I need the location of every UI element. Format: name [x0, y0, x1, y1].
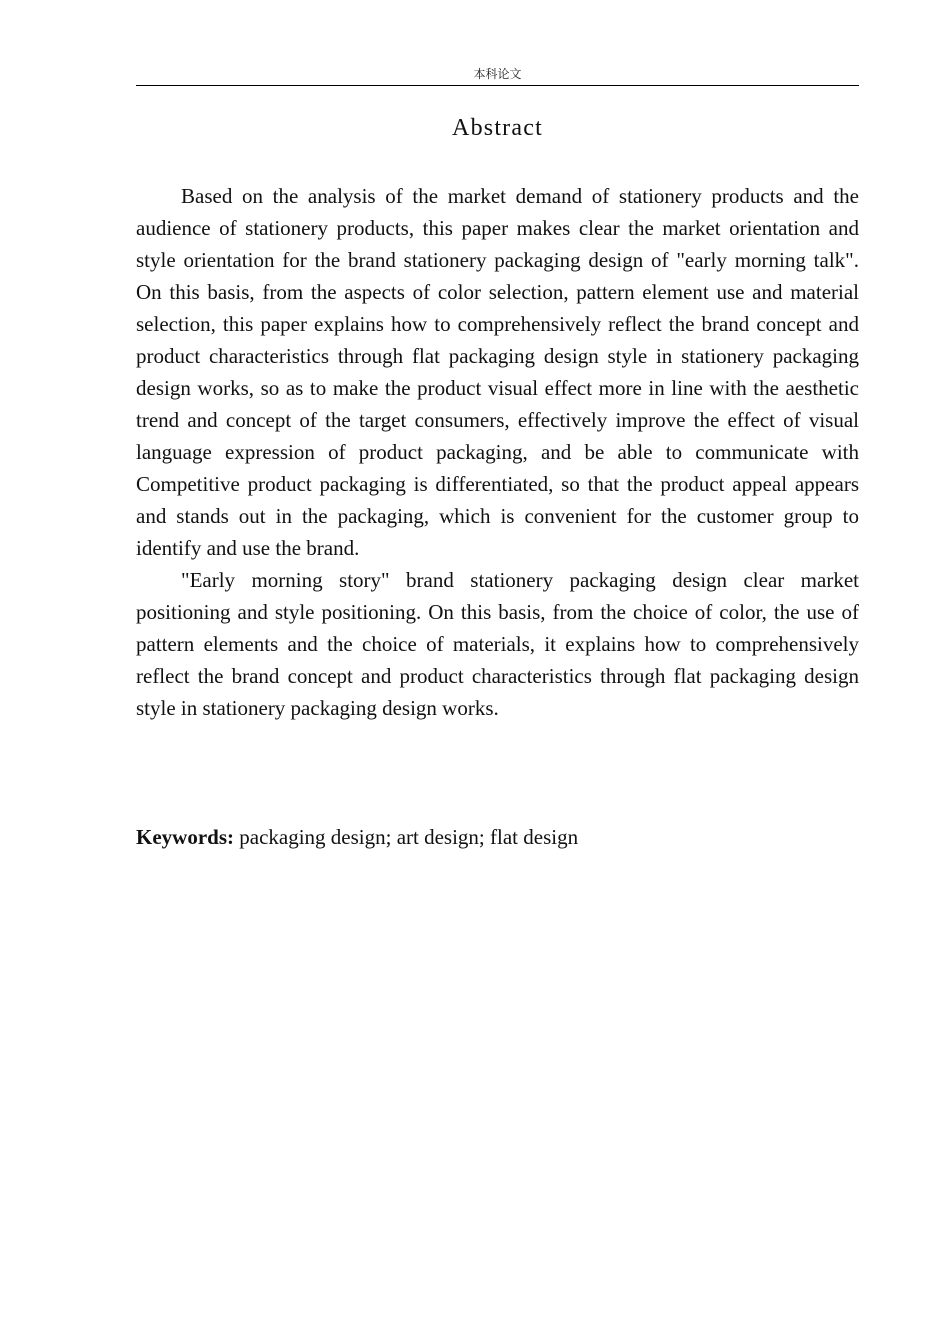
running-header: 本科论文	[473, 67, 522, 81]
keywords-line	[136, 821, 859, 853]
header-rule	[136, 85, 859, 86]
abstract-paragraph-1: Based on the analysis of the market demand of stationery products and the audience of stationery products, this paper makes clear the market orientation and style orientation for the brand stationery packaging design of "early morning talk". On this basis, from the aspects of color selection, pattern element use and material selection, this paper explains how to comprehensively reflect the brand concept and product characteristics through flat packaging design style in stationery packaging design works, so as to make the product visual effect more in line with the aesthetic trend and concept of the target consumers, effectively improve the effect of visual language expression of product packaging, and be able to communicate with Competitive product packaging is differentiated, so that the product appeal appears and stands out in the packaging, which is convenient for the customer group to identify and use the brand.	[136, 184, 859, 560]
keywords-label: Keywords:	[136, 825, 234, 849]
keywords-text: packaging design; art design; flat design	[239, 825, 579, 849]
abstract-paragraph-2: "Early morning story" brand stationery packaging design clear market positioning and style positioning. On this basis, from the choice of color, the use of pattern elements and the choice of materials, it explains how to comprehensively reflect the brand concept and product characteristics through flat packaging design style in stationery packaging design works.	[136, 568, 859, 720]
abstract-body	[136, 180, 859, 724]
abstract-title: Abstract	[452, 115, 543, 141]
